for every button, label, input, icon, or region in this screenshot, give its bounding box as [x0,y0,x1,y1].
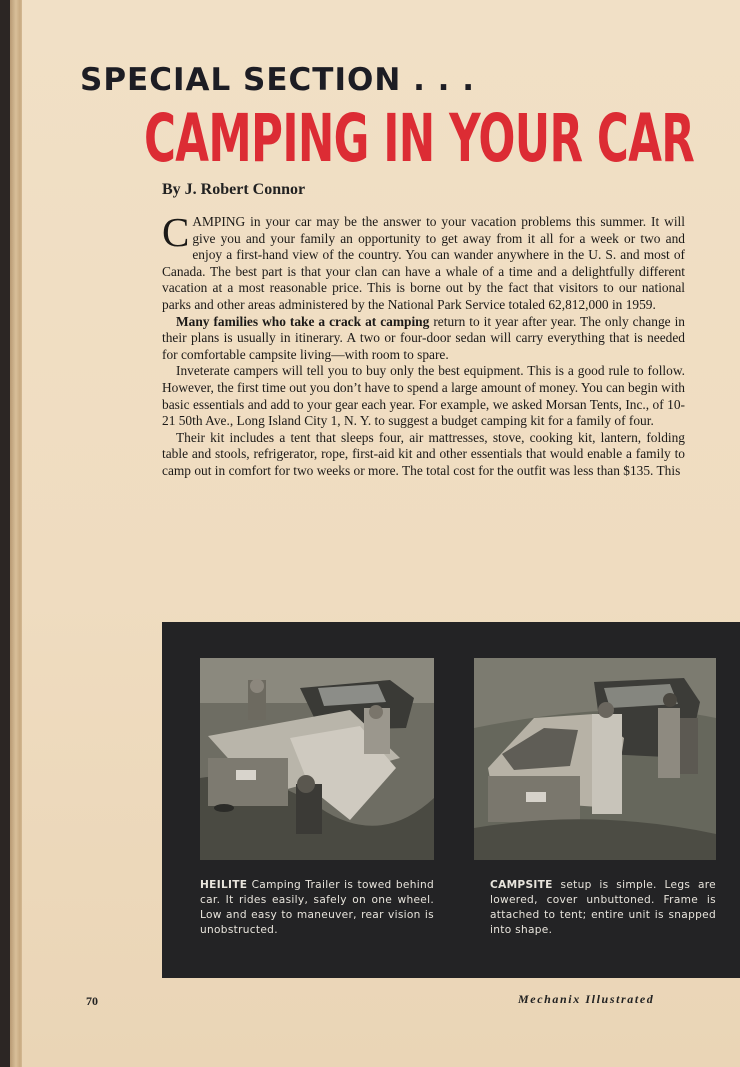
paragraph-2-lead: Many families who take a crack at camping [176,313,430,329]
paragraph-1 [162,209,685,314]
section-kicker: SPECIAL SECTION . . . [80,62,475,98]
photo-campsite-setup [474,658,716,860]
paragraph-2-text: return to it year after year. The only change in their plans is usually in itinerary. A two or four-door sedan will carry everything that is needed for comfortable campsite living—with room to spare. [162,313,685,362]
trailer-photo-image [200,658,434,860]
page-number: 70 [86,994,98,1008]
photo-panel [162,622,740,978]
paragraph-3: Inveterate campers will tell you to buy only the best equipment. This is a good rule to follow. However, the first time out you don’t have to spend a large amount of money. You can begin with basic essentials and add to your gear each year. For example, we asked Morsan Tents, Inc., of 10-21 50th Ave., Long Island City 1, N. Y. to suggest a budget camping kit for a family of four. [162,363,685,429]
caption-1-lead: HEILITE [200,879,248,891]
caption-2-lead: CAMPSITE [490,879,553,891]
publication-name: Mechanix Illustrated [518,992,655,1006]
article-body [162,209,685,480]
paragraph-1-text: AMPING in your car may be the answer to your vacation problems this summer. It will give you and your family an opportunity to get away from it all for a week or two and enjoy a first-hand view of the country. You can wander anywhere in the U. S. and most of Canada. The best part is that your clan can have a whale of a time and a delightfully different vacation at a most reasonable price. This is borne out by the fact that visitors to our national parks and other areas administered by the National Park Service totaled 62,812,000 in 1959. [162,214,685,312]
caption-campsite-setup [490,878,716,938]
campsite-photo-image [474,658,716,860]
paragraph-4: Their kit includes a tent that sleeps four, air mattresses, stove, cooking kit, lantern, folding table and stools, refrigerator, rope, first-aid kit and other essentials that would enable a family to camp out in comfort for two weeks or more. The total cost for the outfit was less than $135. This [162,429,685,478]
article-headline: CAMPING IN YOUR CAR [144,100,695,177]
photo-camping-trailer [200,658,434,860]
caption-1-text: Camping Trailer is towed behind car. It rides easily, safely on one wheel. Low and easy to maneuver, rear vision is unobstructed. [200,879,434,936]
caption-camping-trailer [200,878,434,938]
drop-cap: C [162,209,190,255]
paragraph-2 [162,314,685,364]
article-byline: By J. Robert Connor [162,181,306,198]
caption-2-text: setup is simple. Legs are lowered, cover unbuttoned. Frame is attached to tent; entire unit is snapped into shape. [490,879,716,936]
